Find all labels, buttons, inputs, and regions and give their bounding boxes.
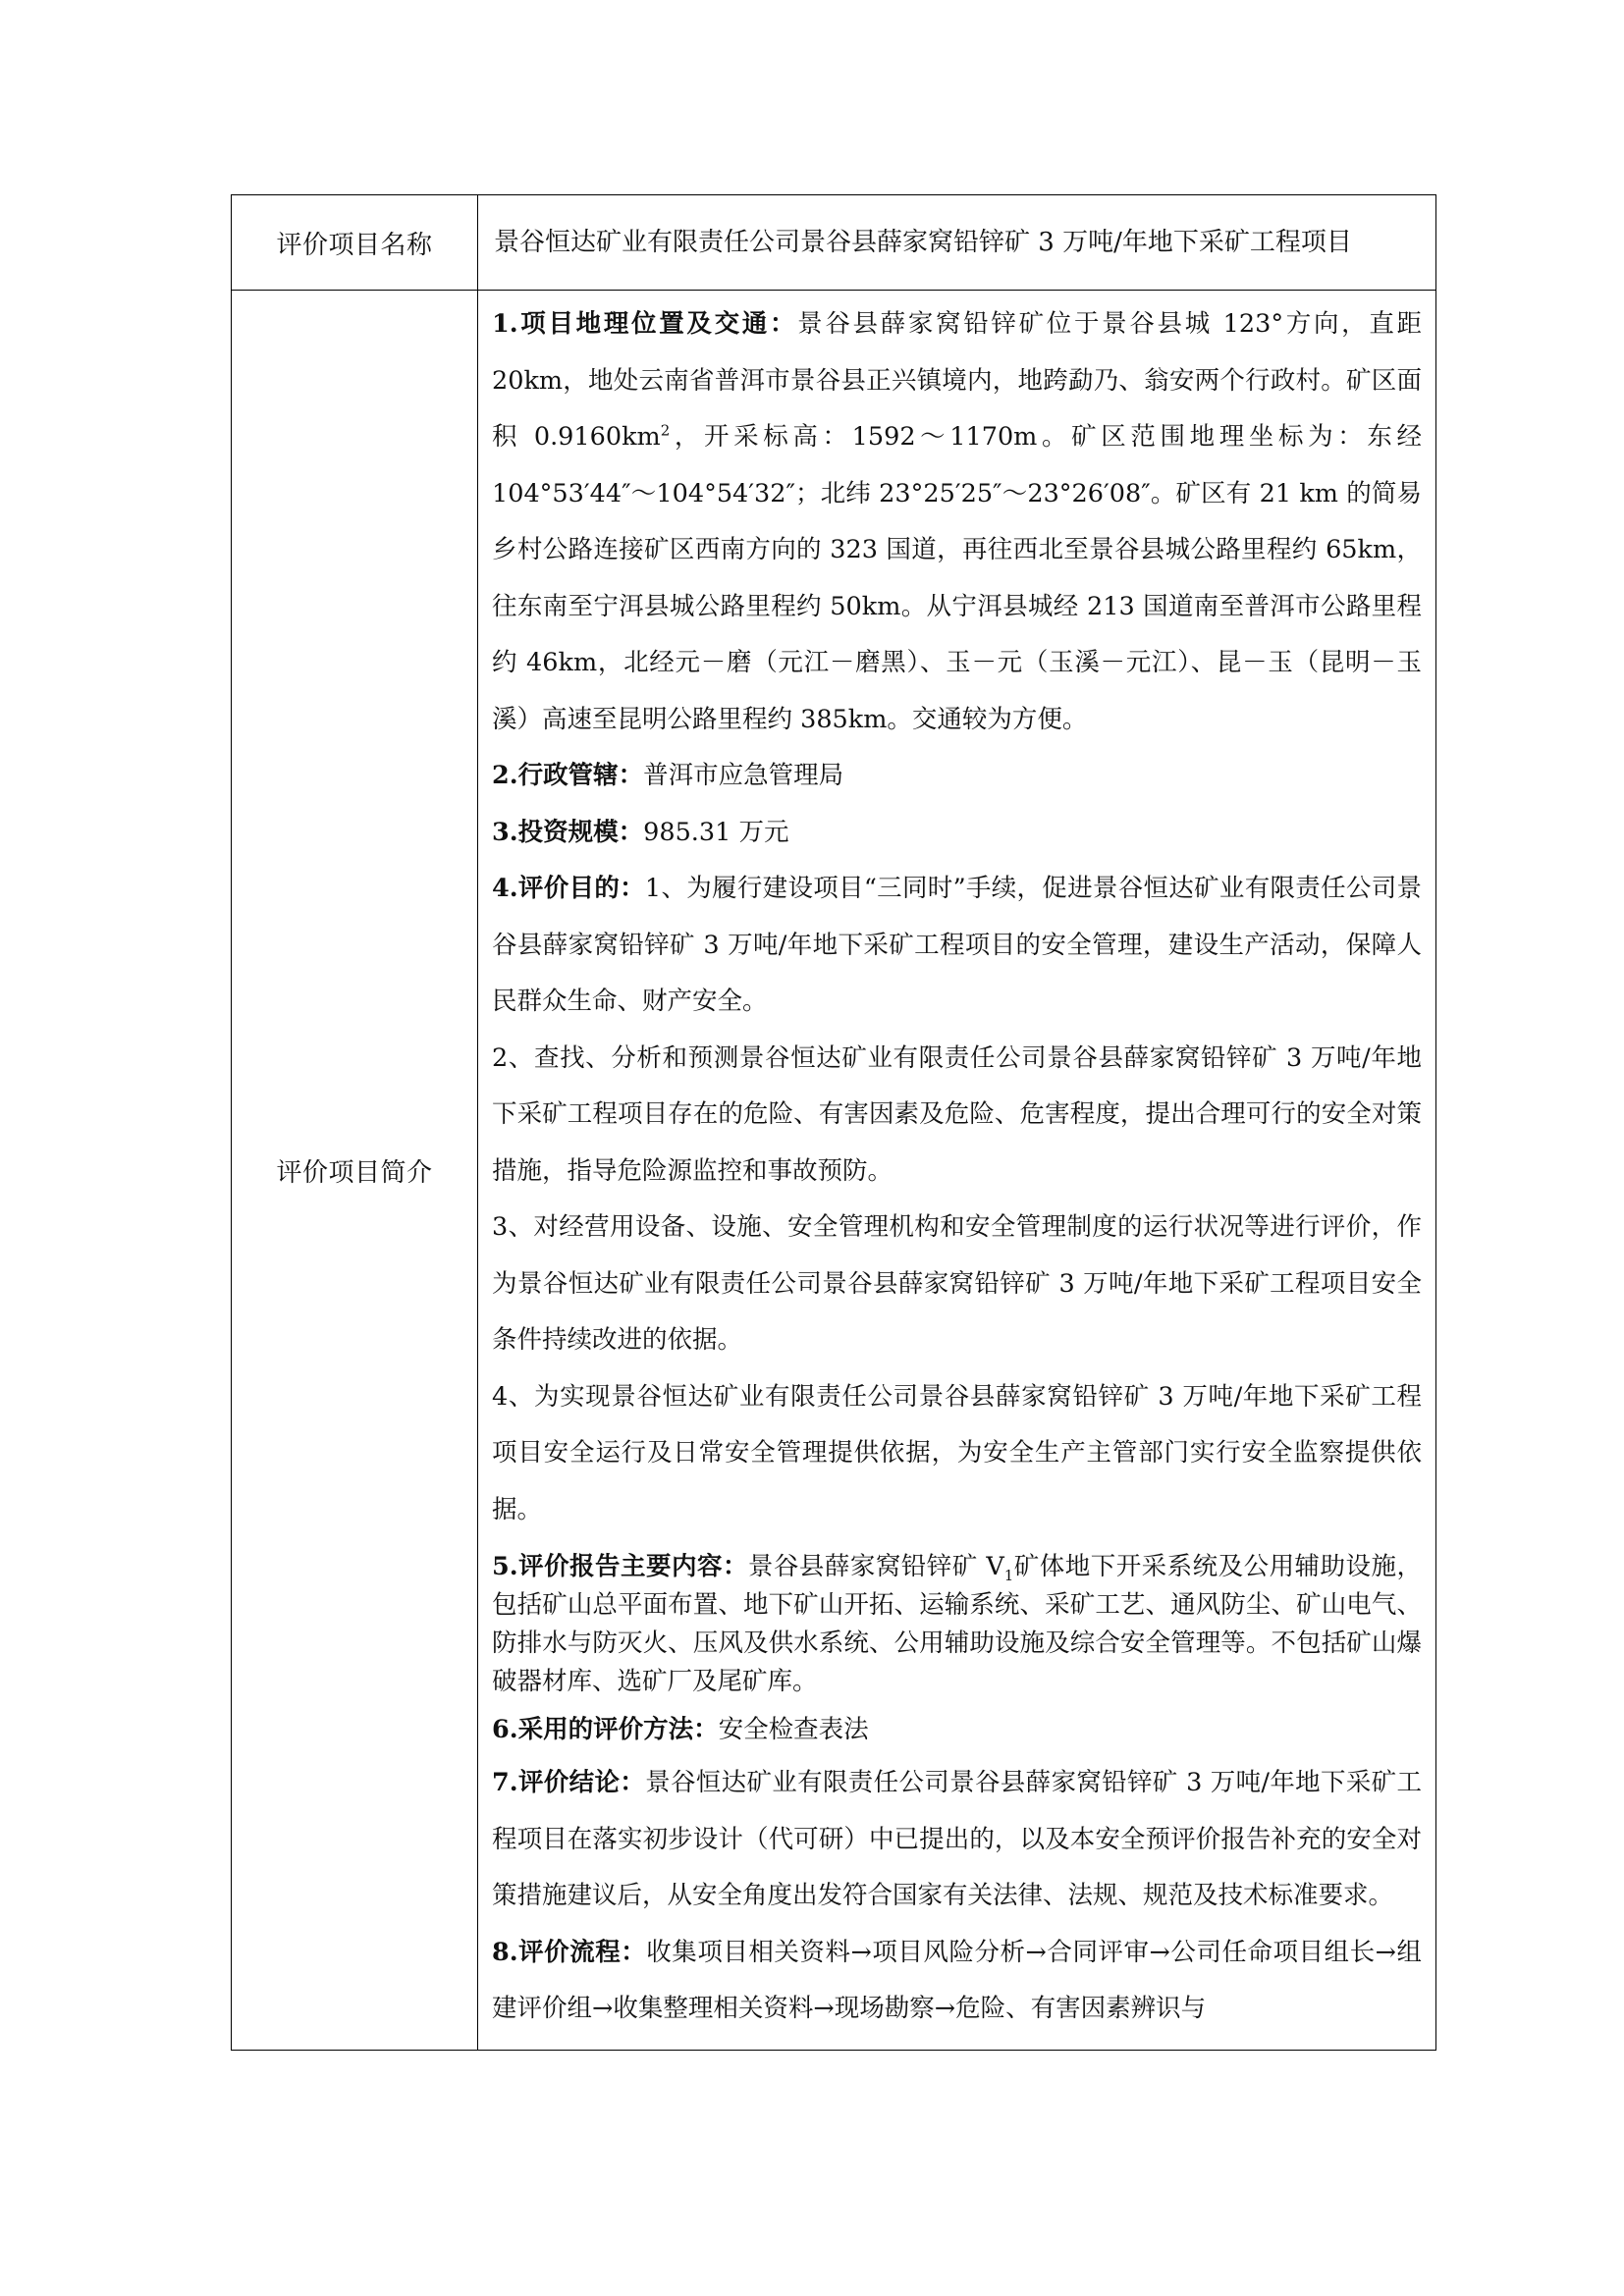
section-purpose-heading: 4.评价目的： — [492, 874, 645, 903]
section-purpose-point-4: 4、为实现景谷恒达矿业有限责任公司景谷县薛家窝铅锌矿 3 万吨/年地下采矿工程项目安全运行及日常安全管理提供依据，为安全生产主管部门实行安全监察提供依据。 — [492, 1381, 1422, 1524]
section-purpose-point-1: 1、为履行建设项目“三同时”手续，促进景谷恒达矿业有限责任公司景谷县薛家窝铅锌矿 3 万吨/年地下采矿工程项目的安全管理，建设生产活动，保障人民群众生命、财产安全。 — [492, 874, 1422, 1016]
section-purpose — [492, 861, 1422, 1031]
section-conclusion-heading: 7.评价结论： — [492, 1768, 646, 1797]
section-report-content-text-a: 景谷县薛家窝铅锌矿 V — [747, 1552, 1004, 1581]
section-method-text: 安全检查表法 — [718, 1715, 869, 1744]
section-process-text: 收集项目相关资料→项目风险分析→合同评审→公司任命项目组长→组建评价组→收集整理相关资料→现场勘察→危险、有害因素辨识与 — [492, 1937, 1423, 2023]
section-conclusion — [492, 1755, 1422, 1925]
area-unit-superscript: 2 — [660, 421, 671, 440]
section-administration-heading: 2.行政管辖： — [492, 761, 644, 790]
section-report-content — [492, 1548, 1422, 1701]
section-report-content-heading: 5.评价报告主要内容： — [492, 1552, 748, 1581]
section-report-content-text-b: 矿体地下开采系统及公用辅助设施，包括矿山总平面布置、地下矿山开拓、运输系统、采矿工艺、通风防尘、矿山电气、防排水与防灭火、压风及供水系统、公用辅助设施及综合安全管理等。不包括矿山爆破器材库、选矿厂及尾矿库。 — [492, 1552, 1422, 1696]
section-administration — [492, 748, 1422, 805]
section-purpose-point-2: 2、查找、分析和预测景谷恒达矿业有限责任公司景谷县薛家窝铅锌矿 3 万吨/年地下采矿工程项目存在的危险、有害因素及危险、危害程度，提出合理可行的安全对策措施，指导危险源监控和事故预防。 — [492, 1042, 1422, 1186]
orebody-subscript: 1 — [1003, 1567, 1014, 1585]
section-investment-heading: 3.投资规模： — [492, 817, 644, 847]
section-purpose-point-3: 3、对经营用设备、设施、安全管理机构和安全管理制度的运行状况等进行评价，作为景谷恒达矿业有限责任公司景谷县薛家窝铅锌矿 3 万吨/年地下采矿工程项目安全条件持续改进的依据。 — [492, 1212, 1422, 1355]
section-investment-text: 985.31 万元 — [643, 817, 789, 847]
section-administration-text: 普洱市应急管理局 — [643, 761, 844, 790]
section-location — [492, 296, 1422, 748]
section-process — [492, 1925, 1422, 2038]
section-method-heading: 6.采用的评价方法： — [492, 1715, 719, 1744]
project-name-value: 景谷恒达矿业有限责任公司景谷县薛家窝铅锌矿 3 万吨/年地下采矿工程项目 — [478, 195, 1436, 291]
project-intro-content — [478, 291, 1436, 2051]
evaluation-table — [231, 194, 1436, 2051]
project-name-row — [232, 195, 1436, 291]
project-name-label: 评价项目名称 — [232, 195, 478, 291]
section-location-text-a: 景谷县薛家窝铅锌矿位于景谷县城 123°方向，直距 20km，地处云南省普洱市景谷县正兴镇境内，地跨勐乃、翁安两个行政村。矿区面积 0.9160km — [492, 309, 1423, 452]
section-conclusion-text: 景谷恒达矿业有限责任公司景谷县薛家窝铅锌矿 3 万吨/年地下采矿工程项目在落实初步设计（代可研）中已提出的，以及本安全预评价报告补充的安全对策措施建议后，从安全角度出发符合国家有关法律、法规、规范及技术标准要求。 — [492, 1768, 1422, 1910]
section-investment — [492, 805, 1422, 862]
project-intro-label: 评价项目简介 — [232, 291, 478, 2051]
section-method — [492, 1711, 1422, 1749]
section-location-text-b: ，开采标高：1592～1170m。矿区范围地理坐标为：东经 104°53′44″～104°54′32″；北纬 23°25′25″～23°26′08″。矿区有 21 km 的简易乡村公路连接矿区西南方向的 323 国道，再往西北至景谷县城公路里程约 65km，往东南至宁洱县城公路里程约 50km。从宁洱县城经 213 国道南至普洱市公路里程约 46km，北经元－磨（元江－磨黑）、玉－元（玉溪－元江）、昆－玉（昆明－玉溪）高速至昆明公路里程约 385km。交通较为方便。 — [492, 422, 1422, 734]
section-location-heading: 1.项目地理位置及交通： — [492, 309, 798, 339]
project-intro-row — [232, 291, 1436, 2051]
section-process-heading: 8.评价流程： — [492, 1937, 647, 1967]
